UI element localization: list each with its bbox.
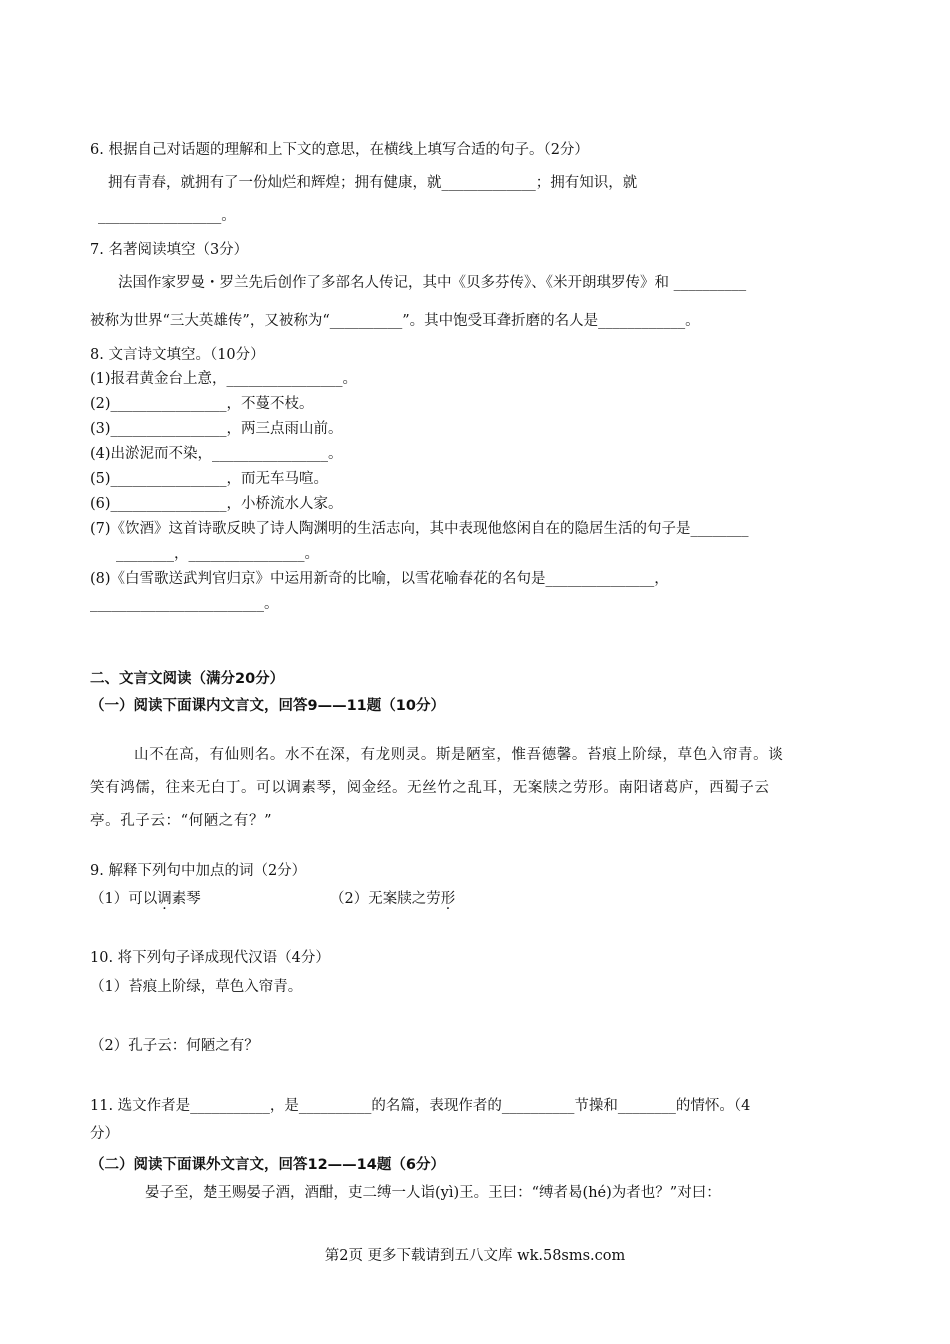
q7-title: 7. 名著阅读填空（3分） — [90, 242, 249, 258]
q8-title: 8. 文言诗文填空。（10分） — [90, 347, 265, 363]
q7-line2: 被称为世界“三大英雄传”，又被称为“__________”。其中饱受耳聋折磨的名人是____________。 — [90, 313, 700, 329]
q8-item-7-cont: ________，________________。 — [116, 546, 319, 562]
section2-title: 二、文言文阅读（满分20分） — [90, 671, 285, 687]
q11-line1: 11. 选文作者是___________，是__________的名篇，表现作者的__________节操和________的情怀。（4 — [90, 1098, 751, 1114]
q6-line1: 拥有青春，就拥有了一份灿烂和辉煌；拥有健康，就_____________；拥有知识，就 — [108, 175, 638, 191]
q9-item-2-pre: （2）无案牍之劳 — [330, 891, 441, 907]
passage-line-1: 山不在高，有仙则名。水不在深，有龙则灵。斯是陋室，惟吾德馨。苔痕上阶绿，草色入帘青。谈 — [134, 747, 784, 763]
q8-item-2: (2)________________，不蔓不枝。 — [90, 396, 314, 412]
q10-item-2: （2）孔子云：何陋之有？ — [90, 1038, 259, 1054]
q8-item-4: (4)出淤泥而不染，________________。 — [90, 446, 343, 462]
q9-item-1-dotted-word: 调 — [157, 891, 172, 907]
q8-item-8: (8)《白雪歌送武判官归京》中运用新奇的比喻，以雪花喻春花的名句是_______________， — [90, 571, 669, 587]
q8-item-7: (7)《饮酒》这首诗歌反映了诗人陶渊明的生活志向，其中表现他悠闲自在的隐居生活的句子是________ — [90, 521, 749, 537]
page-footer: 第2页 更多下载请到五八文库 wk.58sms.com — [324, 1248, 626, 1264]
part2-title: （二）阅读下面课外文言文，回答12——14题（6分） — [90, 1157, 445, 1173]
q9-item-1-pre: （1）可以 — [90, 891, 158, 907]
q7-line1: 法国作家罗曼・罗兰先后创作了多部名人传记，其中《贝多芬传》、《米开朗琪罗传》和 __________ — [118, 275, 747, 291]
q8-item-5: (5)________________，而无车马喧。 — [90, 471, 329, 487]
q11-line2: 分） — [90, 1126, 119, 1142]
q9-title: 9. 解释下列句中加点的词（2分） — [90, 863, 307, 879]
q8-item-1: (1)报君黄金台上意，________________。 — [90, 371, 358, 387]
q9-item-1 — [90, 889, 201, 909]
part1-title: （一）阅读下面课内文言文，回答9——11题（10分） — [90, 698, 445, 714]
part2-line1: 晏子至，楚王赐晏子酒，酒酣，吏二缚一人诣(yì)王。王曰：“缚者曷(hé)为者也？”对曰： — [145, 1185, 721, 1201]
passage-line-2: 笑有鸿儒，往来无白丁。可以调素琴，阅金经。无丝竹之乱耳，无案牍之劳形。南阳诸葛庐，西蜀子云 — [90, 780, 770, 796]
q8-item-6: (6)________________，小桥流水人家。 — [90, 496, 343, 512]
q6-title: 6. 根据自己对话题的理解和上下文的意思，在横线上填写合适的句子。（2分） — [90, 142, 589, 158]
q9-item-2 — [330, 889, 455, 909]
q9-item-1-post: 素琴 — [171, 891, 201, 907]
passage-line-3: 亭。孔子云：“何陋之有？” — [90, 813, 273, 829]
q9-item-2-dotted-word: 形 — [440, 891, 456, 907]
q8-item-8-cont: ________________________。 — [90, 596, 279, 612]
q10-item-1: （1）苔痕上阶绿，草色入帘青。 — [90, 979, 303, 995]
q8-item-3: (3)________________，两三点雨山前。 — [90, 421, 343, 437]
q6-line2: _________________。 — [98, 208, 236, 224]
q10-title: 10. 将下列句子译成现代汉语（4分） — [90, 950, 330, 966]
